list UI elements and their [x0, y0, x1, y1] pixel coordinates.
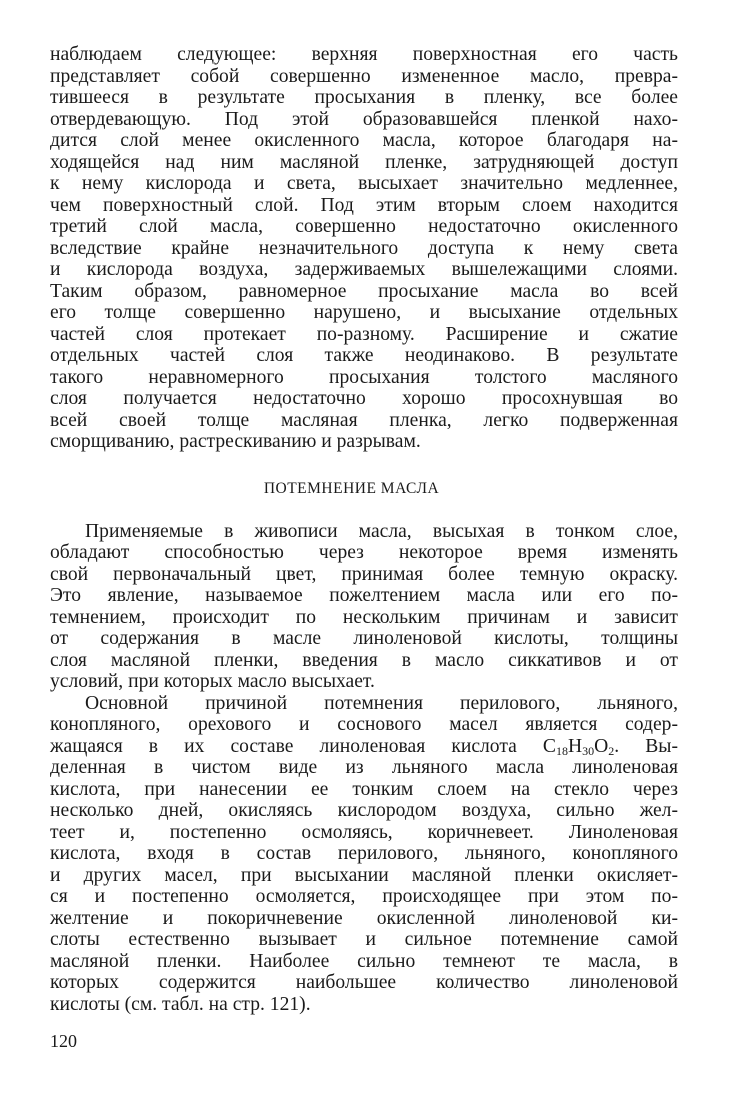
text-line: чем поверхностный слой. Под этим вторым слоем находится [50, 194, 678, 216]
text-line: вследствие крайне незначительного доступа к нему света [50, 237, 678, 259]
text-line: всей своей толще масляная пленка, легко подверженная [50, 409, 678, 431]
text-line: темнением, происходит по нескольким причинам и зависит [50, 606, 678, 628]
text-line: слоты естественно вызывает и сильное потемнение самой [50, 929, 678, 950]
paragraph-3 [50, 693, 678, 1016]
text-line: отдельных частей слоя также неодинаково. В результате [50, 345, 678, 366]
text-line: Это явление, называемое пожелтением масла или его по- [50, 585, 678, 606]
formula-element: H [567, 735, 583, 757]
text-line: и других масел, при высыхании масляной пленки окисляет- [50, 864, 678, 886]
text-line: от содержания в масле линоленовой кислоты, толщины [50, 628, 678, 649]
formula-element: O [594, 735, 609, 757]
text-line: третий слой масла, совершенно недостаточно окисленного [50, 216, 678, 237]
text-line: теет и, постепенно осмоляясь, коричневеет. Линоленовая [50, 821, 678, 843]
text-line: деленная в чистом виде из льняного масла линоленовая [50, 757, 678, 778]
text-line: сморщиванию, растрескиванию и разрывам. [50, 431, 421, 452]
formula-subscript: 30 [582, 743, 595, 758]
paragraph-2 [50, 521, 678, 693]
text-line: наблюдаем следующее: верхняя поверхностная его часть [50, 44, 678, 65]
text-line: Основной причиной потемнения перилового, льняного, [85, 692, 678, 714]
formula-subscript: 18 [555, 743, 568, 758]
text-line: несколько дней, окисляясь кислородом воздуха, сильно жел- [50, 800, 678, 821]
text-line: частей слоя протекает по-разному. Расширение и сжатие [50, 323, 678, 345]
text-fragment: . Вы- [614, 735, 678, 757]
text-line: Применяемые в живописи масла, высыхая в тонком слое, [85, 520, 678, 542]
text-line: Таким образом, равномерное просыхание масла во всей [50, 280, 678, 302]
text-line: слоя получается недостаточно хорошо просохнувшая во [50, 388, 678, 409]
text-line: конопляного, орехового и соснового масел является содер- [50, 714, 678, 735]
text-line-formula [50, 736, 678, 758]
text-line: условий, при которых масло высыхает. [50, 671, 375, 692]
text-line: которых содержится наибольшее количество линоленовой [50, 972, 678, 993]
text-line: кислота, входя в состав перилового, льняного, конопляного [50, 843, 678, 864]
text-line: масляной пленки. Наиболее сильно темнеют те масла, в [50, 950, 678, 972]
text-line: кислоты (см. табл. на стр. 121). [50, 993, 311, 1015]
text-line: ся и постепенно осмоляется, происходящее при этом по- [50, 886, 678, 907]
text-line: представляет собой совершенно измененное масло, превра- [50, 65, 678, 87]
section-heading: ПОТЕМНЕНИЕ МАСЛА [263, 479, 440, 497]
text-line: слоя масляной пленки, введения в масло сиккативов и от [50, 649, 678, 671]
paragraph-1 [50, 44, 678, 453]
text-line: свой первоначальный цвет, принимая более темную окраску. [50, 563, 678, 585]
text-line: тившееся в результате просыхания в пленку, все более [50, 87, 678, 108]
formula-subscript: 2 [608, 743, 615, 758]
page-body [50, 44, 678, 1015]
text-line: желтение и покоричневение окисленной линоленовой ки- [50, 907, 678, 929]
text-line: отвердевающую. Под этой образовавшейся пленкой нахо- [50, 108, 678, 130]
text-line: ходящейся над ним масляной пленке, затрудняющей доступ [50, 151, 678, 173]
text-line: кислота, при нанесении ее тонким слоем на стекло через [50, 778, 678, 800]
text-line: к нему кислорода и света, высыхает значительно медленнее, [50, 173, 678, 194]
text-line: обладают способностью через некоторое время изменять [50, 542, 678, 563]
text-line: дится слой менее окисленного масла, которое благодаря на- [50, 130, 678, 151]
page-number: 120 [50, 1031, 77, 1051]
text-line: такого неравномерного просыхания толстого масляного [50, 366, 678, 388]
text-line: его толще совершенно нарушено, и высыхание отдельных [50, 302, 678, 323]
text-fragment: жащаяся в их составе линоленовая кислота C [50, 735, 556, 757]
text-line: и кислорода воздуха, задерживаемых вышележащими слоями. [50, 259, 678, 280]
